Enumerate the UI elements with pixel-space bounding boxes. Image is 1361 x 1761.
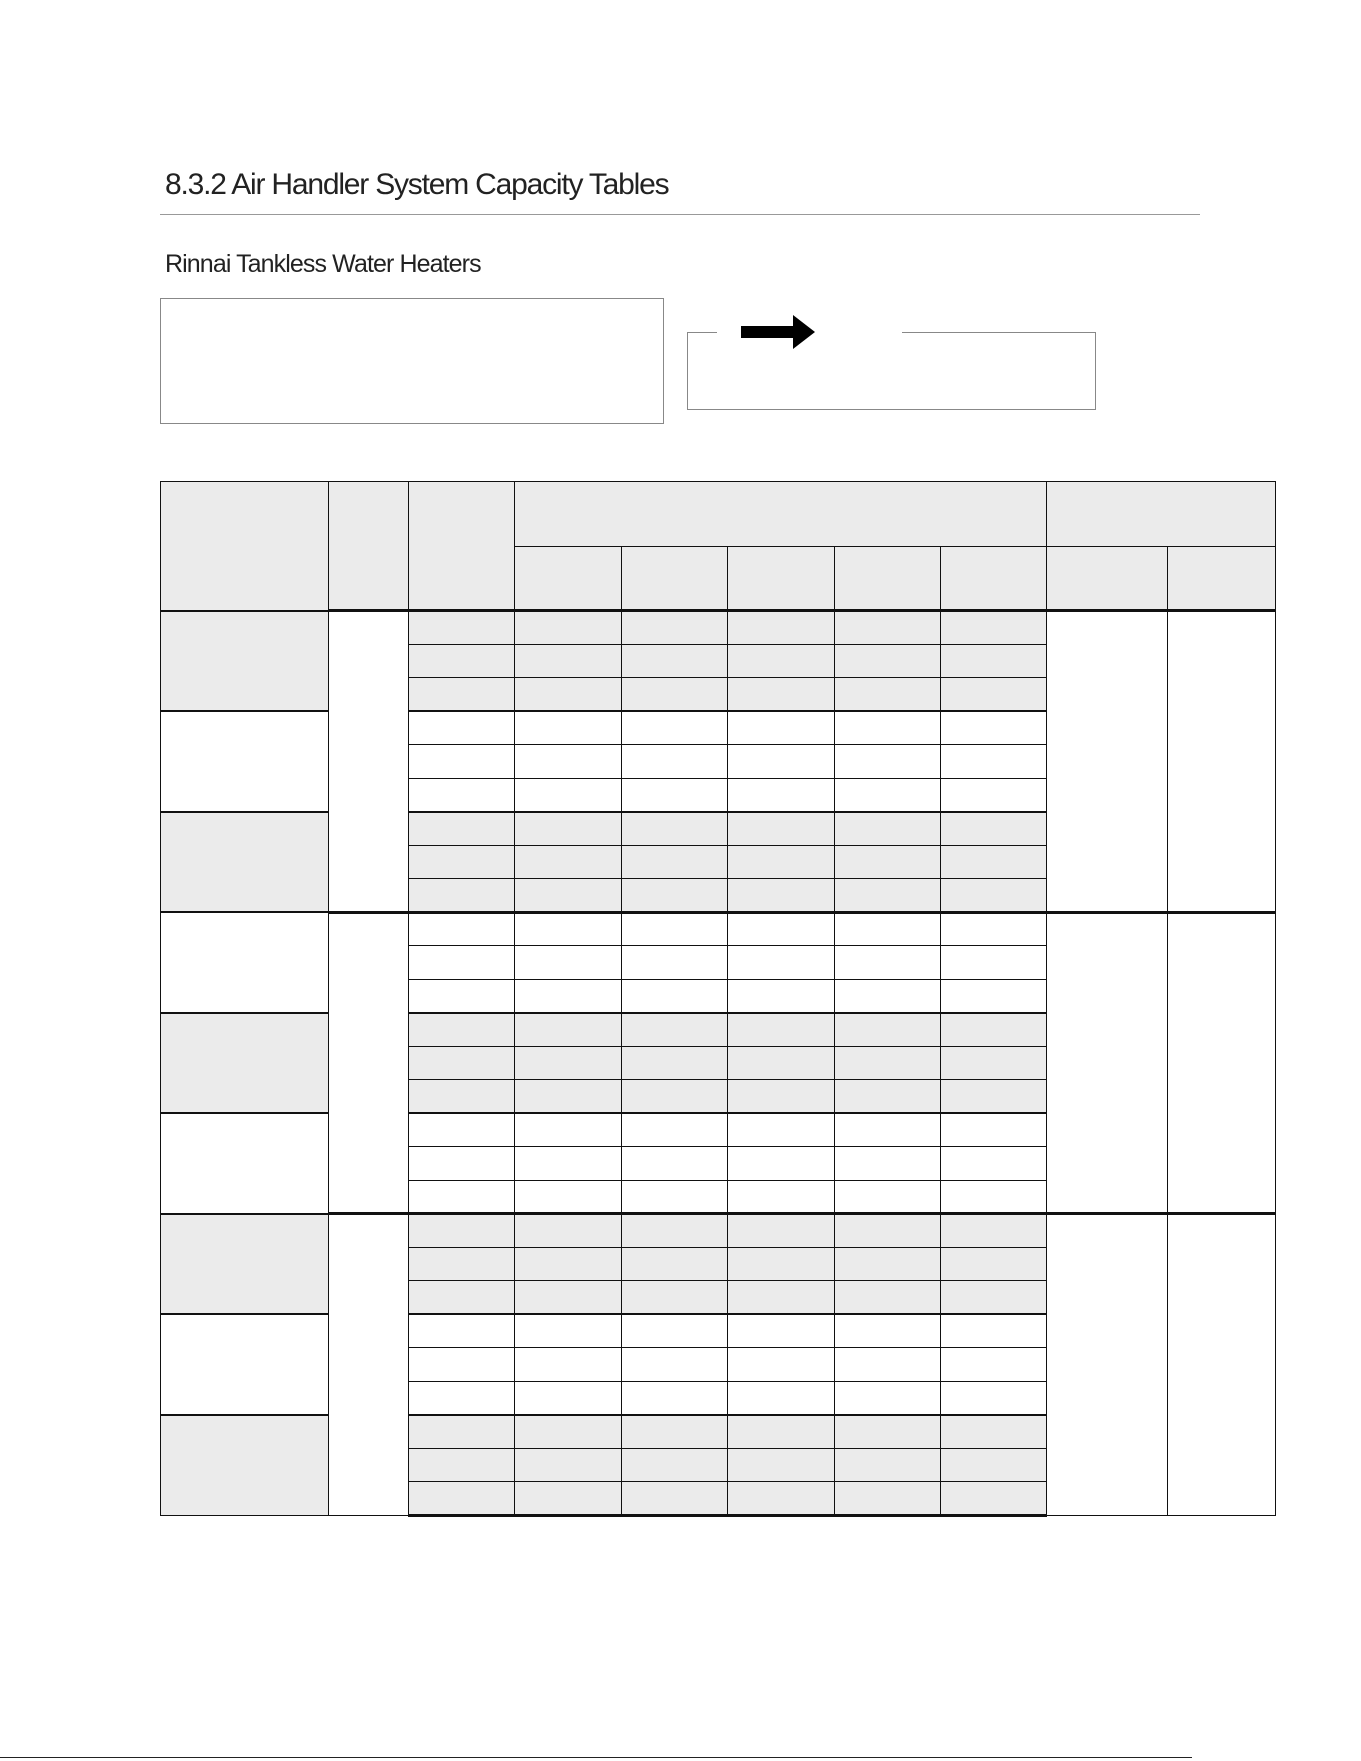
table-cell	[409, 1348, 515, 1382]
table-cell	[941, 979, 1047, 1013]
table-cell	[941, 946, 1047, 980]
table-cell	[941, 644, 1047, 678]
table-cell	[409, 644, 515, 678]
model-cell	[161, 812, 329, 913]
table-cell	[835, 1080, 941, 1114]
model-cell	[161, 912, 329, 1013]
table-cell	[622, 1013, 728, 1047]
table-cell	[622, 1180, 728, 1214]
table-cell	[622, 1046, 728, 1080]
table-cell	[728, 946, 835, 980]
table-cell	[622, 1147, 728, 1181]
table-cell	[622, 1247, 728, 1281]
table-cell	[835, 1046, 941, 1080]
unit-cell	[329, 1214, 409, 1516]
table-row	[161, 912, 1276, 946]
table-cell	[622, 1381, 728, 1415]
table-cell	[941, 1013, 1047, 1047]
table-cell	[941, 778, 1047, 812]
table-cell	[728, 1147, 835, 1181]
table-cell	[835, 611, 941, 645]
table-cell	[409, 1247, 515, 1281]
summary-cell	[1047, 1214, 1168, 1516]
table-cell	[941, 1482, 1047, 1516]
notes-box	[160, 298, 664, 424]
table-cell	[941, 812, 1047, 846]
table-cell	[515, 1013, 622, 1047]
table-cell	[835, 845, 941, 879]
table-cell	[835, 1314, 941, 1348]
table-cell	[409, 611, 515, 645]
model-cell	[161, 711, 329, 812]
table-cell	[941, 1046, 1047, 1080]
header-right-group	[1047, 482, 1276, 547]
table-cell	[409, 1080, 515, 1114]
table-cell	[409, 678, 515, 712]
table-cell	[409, 1314, 515, 1348]
header-sub-4	[835, 547, 941, 611]
table-cell	[728, 812, 835, 846]
table-cell	[728, 1046, 835, 1080]
table-cell	[728, 845, 835, 879]
table-cell	[409, 879, 515, 913]
table-cell	[515, 1448, 622, 1482]
table-cell	[622, 644, 728, 678]
table-cell	[409, 1147, 515, 1181]
table-cell	[728, 1482, 835, 1516]
header-sub-7	[1168, 547, 1276, 611]
table-cell	[728, 1180, 835, 1214]
table-cell	[622, 979, 728, 1013]
table-cell	[941, 1180, 1047, 1214]
table-cell	[515, 1180, 622, 1214]
table-cell	[835, 778, 941, 812]
table-cell	[409, 1113, 515, 1147]
table-cell	[941, 1214, 1047, 1248]
table-cell	[515, 1247, 622, 1281]
table-cell	[835, 1381, 941, 1415]
table-cell	[728, 1281, 835, 1315]
table-cell	[409, 1281, 515, 1315]
table-cell	[941, 1281, 1047, 1315]
table-cell	[728, 1448, 835, 1482]
table-cell	[835, 1013, 941, 1047]
table-cell	[622, 1482, 728, 1516]
table-cell	[515, 979, 622, 1013]
table-cell	[409, 1448, 515, 1482]
table-cell	[515, 711, 622, 745]
table-cell	[622, 778, 728, 812]
table-cell	[622, 879, 728, 913]
model-cell	[161, 611, 329, 712]
table-cell	[515, 611, 622, 645]
table-cell	[515, 1113, 622, 1147]
table-cell	[835, 812, 941, 846]
table-row	[161, 1214, 1276, 1248]
table-cell	[728, 1247, 835, 1281]
summary-cell	[1168, 912, 1276, 1214]
table-cell	[622, 1214, 728, 1248]
table-cell	[941, 745, 1047, 779]
table-cell	[941, 1147, 1047, 1181]
table-cell	[941, 611, 1047, 645]
table-cell	[622, 1281, 728, 1315]
table-cell	[622, 1314, 728, 1348]
table-cell	[409, 1214, 515, 1248]
capacity-table	[160, 481, 1276, 1517]
table-cell	[835, 1482, 941, 1516]
table-cell	[515, 745, 622, 779]
table-cell	[622, 1113, 728, 1147]
table-cell	[409, 1482, 515, 1516]
table-cell	[622, 1348, 728, 1382]
table-cell	[835, 1415, 941, 1449]
table-cell	[728, 1214, 835, 1248]
table-cell	[409, 711, 515, 745]
model-cell	[161, 1013, 329, 1114]
section-subtitle: Rinnai Tankless Water Heaters	[165, 250, 481, 278]
table-cell	[622, 946, 728, 980]
table-cell	[409, 946, 515, 980]
table-cell	[835, 1281, 941, 1315]
table-cell	[941, 1381, 1047, 1415]
table-cell	[835, 745, 941, 779]
model-cell	[161, 1214, 329, 1315]
table-cell	[409, 745, 515, 779]
table-cell	[835, 644, 941, 678]
summary-cell	[1047, 611, 1168, 913]
table-cell	[409, 1046, 515, 1080]
summary-cell	[1168, 611, 1276, 913]
table-cell	[941, 1113, 1047, 1147]
table-cell	[941, 711, 1047, 745]
table-cell	[622, 745, 728, 779]
table-cell	[515, 912, 622, 946]
table-cell	[409, 812, 515, 846]
header-model	[161, 482, 329, 611]
page-title: 8.3.2 Air Handler System Capacity Tables	[165, 168, 669, 201]
table-cell	[515, 1348, 622, 1382]
table-cell	[835, 1113, 941, 1147]
table-cell	[941, 1415, 1047, 1449]
table-cell	[515, 1381, 622, 1415]
table-cell	[941, 845, 1047, 879]
summary-cell	[1047, 912, 1168, 1214]
table-cell	[515, 1046, 622, 1080]
table-cell	[835, 946, 941, 980]
table-cell	[941, 1247, 1047, 1281]
table-cell	[515, 946, 622, 980]
table-cell	[622, 1080, 728, 1114]
table-cell	[835, 879, 941, 913]
header-sub-2	[622, 547, 728, 611]
table-cell	[728, 912, 835, 946]
header-sub-3	[728, 547, 835, 611]
table-cell	[409, 1415, 515, 1449]
footer-rule	[0, 1757, 1192, 1758]
table-cell	[622, 1448, 728, 1482]
table-cell	[835, 1214, 941, 1248]
header-sub-5	[941, 547, 1047, 611]
table-cell	[728, 1415, 835, 1449]
table-cell	[728, 611, 835, 645]
header-sub-1	[515, 547, 622, 611]
table-cell	[409, 979, 515, 1013]
table-cell	[622, 845, 728, 879]
table-cell	[622, 711, 728, 745]
table-cell	[515, 1415, 622, 1449]
title-divider	[160, 214, 1200, 215]
table-cell	[515, 1214, 622, 1248]
table-cell	[622, 812, 728, 846]
table-cell	[728, 1314, 835, 1348]
table-cell	[835, 1247, 941, 1281]
table-cell	[835, 1448, 941, 1482]
table-cell	[728, 1013, 835, 1047]
table-cell	[728, 745, 835, 779]
table-cell	[515, 678, 622, 712]
table-cell	[622, 912, 728, 946]
unit-cell	[329, 611, 409, 913]
table-cell	[515, 778, 622, 812]
table-cell	[728, 678, 835, 712]
unit-cell	[329, 912, 409, 1214]
header-unit	[329, 482, 409, 611]
table-cell	[941, 1080, 1047, 1114]
table-cell	[835, 711, 941, 745]
header-sub-6	[1047, 547, 1168, 611]
table-cell	[515, 1482, 622, 1516]
table-cell	[941, 879, 1047, 913]
table-row	[161, 611, 1276, 645]
table-cell	[728, 879, 835, 913]
table-cell	[515, 1281, 622, 1315]
table-cell	[835, 1348, 941, 1382]
table-body	[161, 611, 1276, 1516]
table-cell	[941, 678, 1047, 712]
table-cell	[515, 1314, 622, 1348]
model-cell	[161, 1314, 329, 1415]
table-cell	[409, 845, 515, 879]
table-cell	[835, 1180, 941, 1214]
table-cell	[409, 778, 515, 812]
header-capacity-group	[515, 482, 1047, 547]
table-cell	[835, 1147, 941, 1181]
table-cell	[515, 812, 622, 846]
table-cell	[515, 879, 622, 913]
table-cell	[835, 678, 941, 712]
table-cell	[941, 1448, 1047, 1482]
table-cell	[409, 1013, 515, 1047]
table-cell	[622, 611, 728, 645]
table-cell	[515, 644, 622, 678]
table-cell	[515, 1080, 622, 1114]
table-cell	[728, 711, 835, 745]
table-cell	[728, 1113, 835, 1147]
model-cell	[161, 1113, 329, 1214]
table-cell	[515, 1147, 622, 1181]
table-cell	[409, 912, 515, 946]
table-cell	[409, 1381, 515, 1415]
table-cell	[728, 979, 835, 1013]
header-flow	[409, 482, 515, 611]
table-cell	[941, 1348, 1047, 1382]
table-cell	[622, 678, 728, 712]
table-cell	[941, 1314, 1047, 1348]
table-cell	[728, 1080, 835, 1114]
table-cell	[941, 912, 1047, 946]
table-cell	[728, 644, 835, 678]
table-cell	[835, 979, 941, 1013]
table-cell	[728, 1381, 835, 1415]
right-arrow-icon	[741, 315, 815, 349]
table-cell	[728, 778, 835, 812]
table-cell	[835, 912, 941, 946]
model-cell	[161, 1415, 329, 1516]
summary-cell	[1168, 1214, 1276, 1516]
table-cell	[622, 1415, 728, 1449]
table-header	[161, 482, 1276, 611]
table-cell	[409, 1180, 515, 1214]
table-cell	[515, 845, 622, 879]
table-cell	[728, 1348, 835, 1382]
